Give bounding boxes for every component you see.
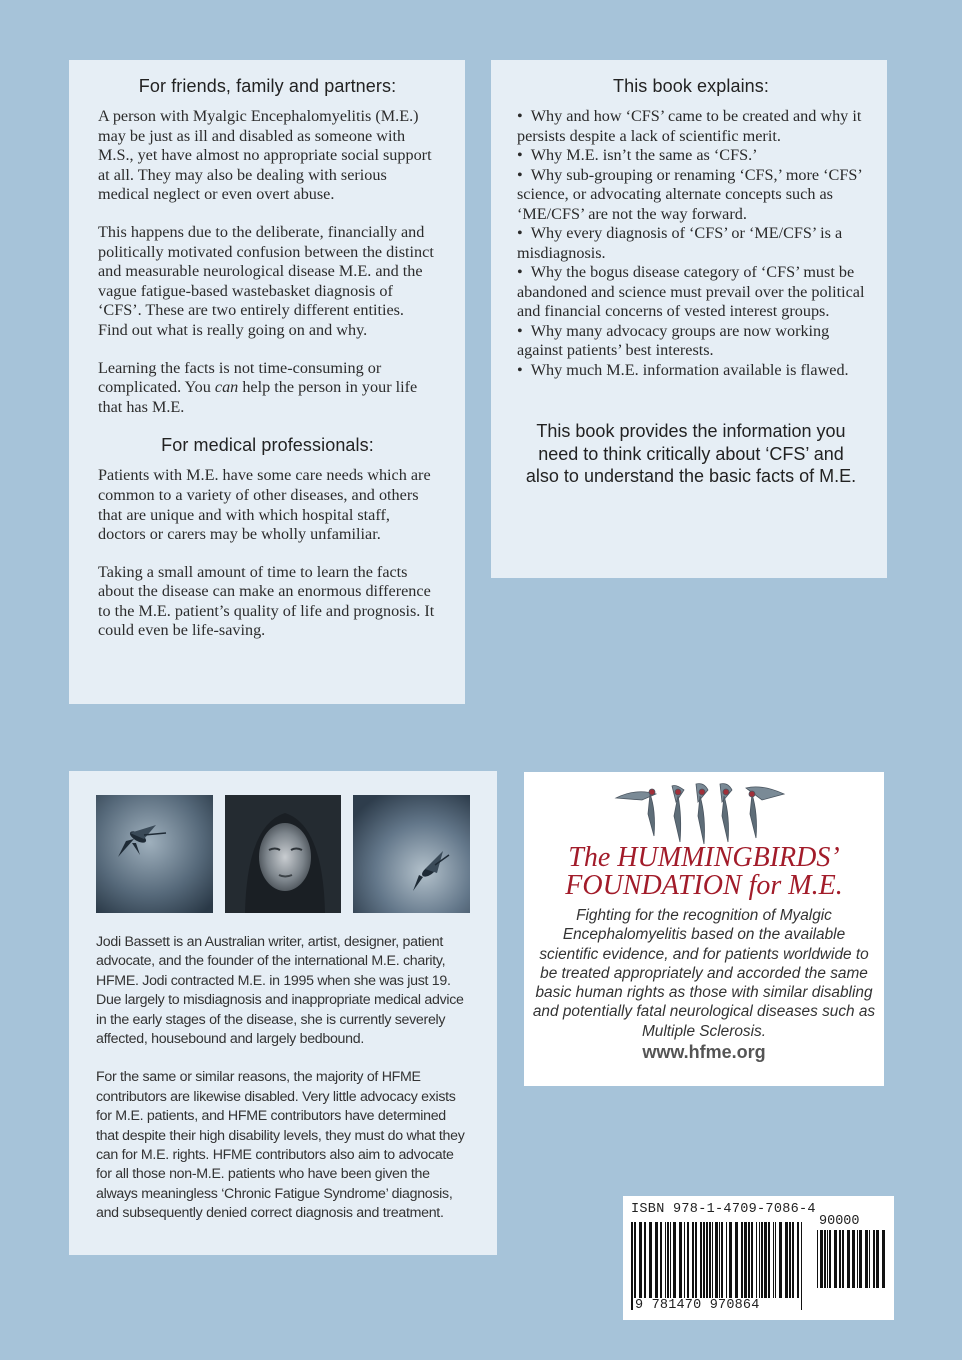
barcode-bar (857, 1230, 858, 1288)
barcode-bar (667, 1222, 669, 1298)
hfme-tagline: Fighting for the recognition of Myalgic Encephalomyelitis based on the available scientific evidence, and for patients worldwide to be treated appropriately and accorded the same basic human rights as those with similar disabling and potentially fatal neurological diseases such as Multiple Sclerosis. (532, 907, 876, 1040)
barcode-bar (756, 1222, 757, 1298)
barcode-bar (882, 1230, 885, 1288)
barcode-bar (817, 1230, 818, 1288)
price-addon-number: 90000 (819, 1214, 860, 1229)
barcode-bar (729, 1222, 732, 1298)
list-item: • Why the bogus disease category of ‘CFS’ must be abandoned and science must prevail over the political and financial concerns of vested interest groups. (517, 263, 865, 322)
barcode-bar (709, 1222, 711, 1298)
barcode-bar (684, 1222, 685, 1298)
barcode-bar (634, 1222, 636, 1310)
hfme-website-link[interactable]: www.hfme.org (642, 1042, 766, 1062)
hfme-logo-panel (524, 772, 884, 1086)
barcode-bar (859, 1230, 862, 1288)
barcode-bar (847, 1230, 850, 1288)
barcode-bar (792, 1222, 794, 1298)
hummingbird-painting-icon (96, 795, 213, 913)
hfme-title-line2: FOUNDATION for M.E. (565, 870, 843, 901)
medical-paragraph: Taking a small amount of time to learn the facts about the disease can make an enormous difference to the M.E. patient’s quality of life and prognosis. It could even be life-saving. (98, 562, 435, 640)
barcode-bar (700, 1222, 702, 1298)
medical-heading: For medical professionals: (161, 435, 374, 456)
barcode-bars-icon (631, 1222, 803, 1310)
barcode-bar (679, 1222, 682, 1298)
isbn-number: ISBN 978-1-4709-7086-4 (631, 1202, 816, 1217)
barcode-bar (695, 1222, 697, 1298)
barcode-bar (748, 1222, 750, 1298)
barcode-bar (751, 1222, 753, 1298)
barcode-bar (824, 1230, 826, 1288)
barcode-bar (775, 1222, 776, 1298)
barcode-bar (779, 1222, 782, 1298)
barcode-bar (873, 1230, 875, 1288)
learning-text-after: help the person in your life that has M.E. (98, 378, 418, 416)
medical-paragraph: Patients with M.E. have some care needs which are common to a variety of other diseases, and others that are unique and with which hospital staff, doctors or carers may be wholly unfamiliar. (98, 466, 431, 544)
barcode-bar (865, 1230, 868, 1288)
author-paragraph: Jodi Bassett is an Australian writer, artist, designer, patient advocate, and the founder of the international M.E. charity, HFME. Jodi contracted M.E. in 1995 when she was just 19. Due largely to misdiagnosis and inappropriate medical advice in the early stages of the disease, she is currently severely affected, housebound and largely bedbound. (96, 934, 464, 1048)
barcode-bar (834, 1230, 837, 1288)
barcode-bar (759, 1222, 760, 1298)
barcode-bar (712, 1222, 713, 1298)
list-item: • Why much M.E. information available is flawed. (517, 361, 865, 381)
friends-family-panel (69, 60, 465, 704)
barcode-bar (761, 1222, 763, 1298)
barcode-bar (644, 1222, 646, 1298)
barcode-bar (801, 1222, 802, 1310)
barcode-bar (768, 1222, 770, 1298)
hfme-title-line1: The HUMMINGBIRDS’ (568, 842, 840, 873)
barcode-bar (692, 1222, 694, 1298)
artwork-row (96, 795, 470, 913)
barcode-digits: 9 781470 970864 (635, 1298, 760, 1313)
barcode-bar (706, 1222, 708, 1298)
barcode-bar (670, 1222, 671, 1298)
woman-portrait-painting-icon (225, 795, 342, 913)
barcode-bar (687, 1222, 689, 1298)
barcode-bar (726, 1222, 727, 1298)
explains-heading: This book explains: (613, 76, 769, 96)
list-item: • Why M.E. isn’t the same as ‘CFS.’ (517, 146, 865, 166)
barcode-bar (852, 1230, 855, 1288)
author-bio-panel (69, 771, 497, 1255)
barcode-bar (820, 1230, 823, 1288)
barcode-bar (660, 1222, 662, 1298)
friends-heading: For friends, family and partners: (138, 76, 397, 96)
barcode-bar (744, 1222, 747, 1298)
barcode-bar (703, 1222, 705, 1298)
learning-text-before: Learning the facts is not time-consuming or complicated. You (98, 358, 382, 397)
barcode-bar (876, 1230, 879, 1288)
barcode-bar (719, 1222, 720, 1310)
hummingbird-painting-icon (353, 795, 470, 913)
barcode-bar (735, 1222, 738, 1298)
list-item: • Why and how ‘CFS’ came to be created and why it persists despite a lack of scientific merit. (517, 107, 865, 146)
learning-emphasis: can (214, 378, 239, 397)
barcode-bar (721, 1222, 723, 1298)
list-item: • Why every diagnosis of ‘CFS’ or ‘ME/CFS’ is a misdiagnosis. (517, 224, 865, 263)
barcode-bar (673, 1222, 676, 1298)
barcode-bar (785, 1222, 788, 1298)
barcode-bar (789, 1222, 791, 1298)
barcode-bar (827, 1230, 828, 1288)
barcode-bar (869, 1230, 870, 1288)
barcode-bar (649, 1222, 652, 1298)
barcode-bar (741, 1222, 743, 1298)
barcode-bar (839, 1230, 841, 1288)
list-item: • Why sub-grouping or renaming ‘CFS,’ more ‘CFS’ science, or advocating alternate concepts such as ‘ME/CFS’ are not the way forward. (517, 166, 865, 225)
barcode-bar (631, 1222, 633, 1310)
friends-paragraph: A person with Myalgic Encephalomyelitis (M.E.) may be just as ill and disabled as someone with M.S., yet have almost no appropriate social support at all. They may also be dealing with serious medical neglect or even overt abuse. (98, 107, 432, 204)
barcode-bar (639, 1222, 642, 1298)
barcode-bar (797, 1222, 799, 1298)
friends-paragraph: This happens due to the deliberate, financially and politically motivated confusion between the distinct and measurable neurological disease M.E. and the vague fatigue-based wastebasket diagnosis of ‘CFS’. These are two entirely different entities. Find out what is really going on and why. (98, 222, 434, 339)
addon-barcode-bars-icon (817, 1230, 885, 1300)
book-explains-panel (491, 60, 887, 578)
author-paragraph: For the same or similar reasons, the majority of HFME contributors are likewise disabled. Very little advocacy exists for M.E. patients, and HFME contributors have determined that despite their high disability levels, they must do what they can for M.E. rights. HFME contributors also aim to advocate for all those non-M.E. patients who have been given the always meaningless ‘Chronic Fatigue Syndrome’ diagnosis, and subsequently denied correct diagnosis and treatment. (96, 1069, 465, 1222)
explains-list (517, 107, 865, 380)
isbn-barcode (623, 1196, 894, 1320)
learning-paragraph (98, 359, 437, 418)
barcode-bar (764, 1222, 767, 1298)
barcode-bar (773, 1222, 774, 1298)
barcode-bar (655, 1222, 658, 1298)
barcode-bar (665, 1222, 666, 1298)
barcode-bar (829, 1230, 831, 1288)
list-item: • Why many advocacy groups are now working against patients’ best interests. (517, 322, 865, 361)
barcode-bar (715, 1222, 718, 1310)
book-provides-statement: This book provides the information you need to think critically about ‘CFS’ and also to understand the basic facts of M.E. (525, 421, 857, 486)
barcode-bar (842, 1230, 844, 1288)
